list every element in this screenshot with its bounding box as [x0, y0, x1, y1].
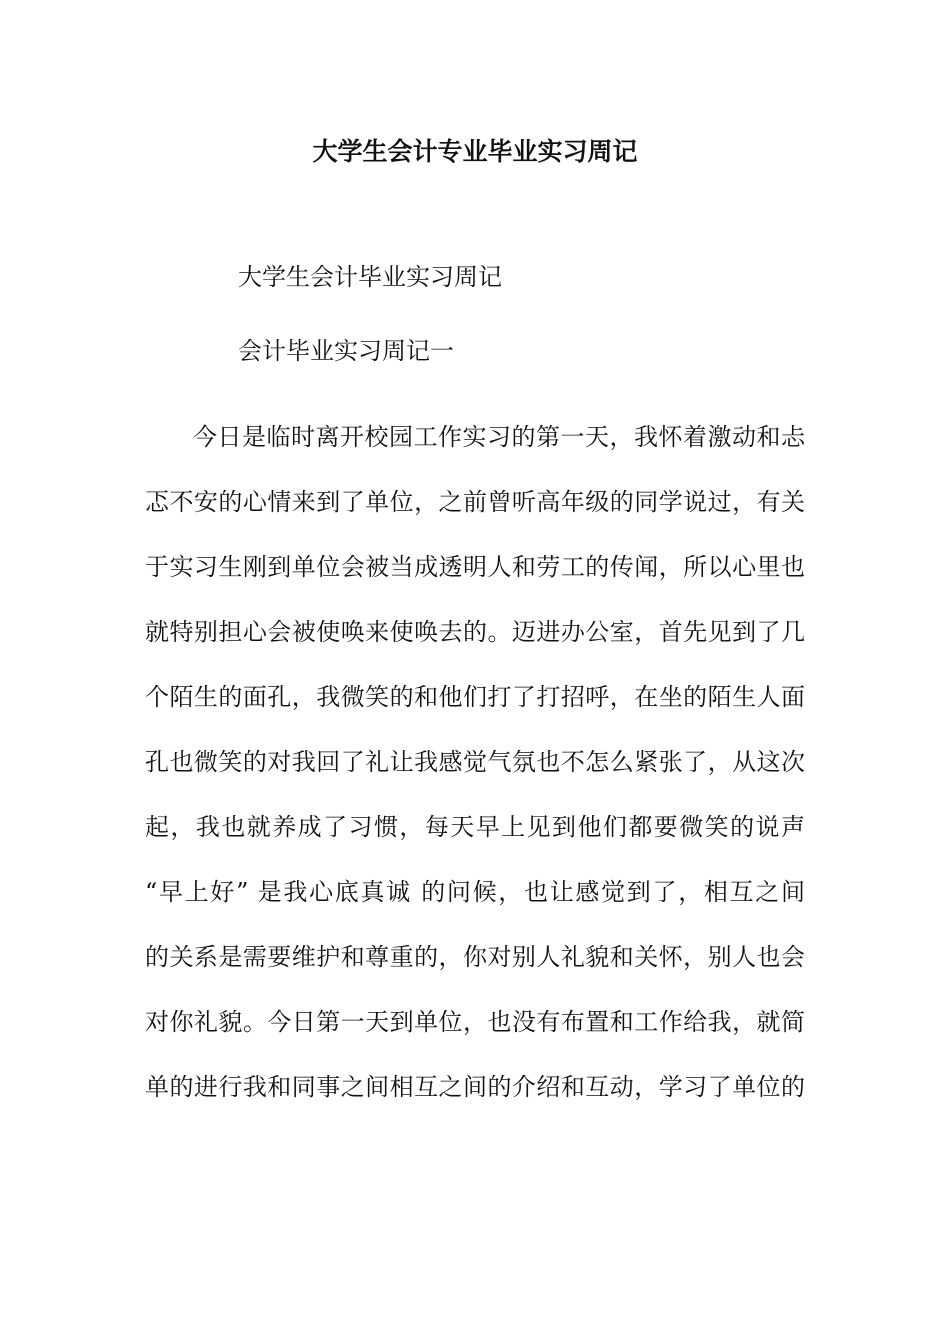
document-title: 大学生会计专业毕业实习周记 — [312, 137, 638, 166]
paragraph-line: “早上好” 是我心底真诚 的问候，也让感觉到了，相互之间 — [145, 878, 805, 906]
paragraph-line: 就特别担心会被使唤来使唤去的。迈进办公室，首先见到了几 — [145, 618, 805, 646]
paragraph-line: 忑不安的心情来到了单位，之前曾听高年级的同学说过，有关 — [145, 488, 805, 516]
paragraph-line: 个陌生的面孔，我微笑的和他们打了打招呼，在坐的陌生人面 — [145, 683, 805, 711]
paragraph-line: 单的进行我和同事之间相互之间的介绍和互动，学习了单位的 — [145, 1073, 805, 1101]
paragraph-line: 起，我也就养成了习惯，每天早上见到他们都要微笑的说声 — [145, 813, 805, 841]
body-paragraph — [145, 405, 805, 1120]
paragraph-line: 的关系是需要维护和尊重的，你对别人礼貌和关怀，别人也会 — [145, 943, 805, 971]
paragraph-line: 对你礼貌。今日第一天到单位，也没有布置和工作给我，就简 — [145, 1008, 805, 1036]
paragraph-line: 于实习生刚到单位会被当成透明人和劳工的传闻，所以心里也 — [145, 553, 805, 581]
subtitle-main: 大学生会计毕业实习周记 — [238, 263, 502, 291]
subtitle-week-one: 会计毕业实习周记一 — [238, 337, 454, 365]
paragraph-line: 孔也微笑的对我回了礼让我感觉气氛也不怎么紧张了，从这次 — [145, 748, 805, 776]
paragraph-line: 今日是临时离开校园工作实习的第一天，我怀着激动和忐 — [193, 423, 805, 451]
